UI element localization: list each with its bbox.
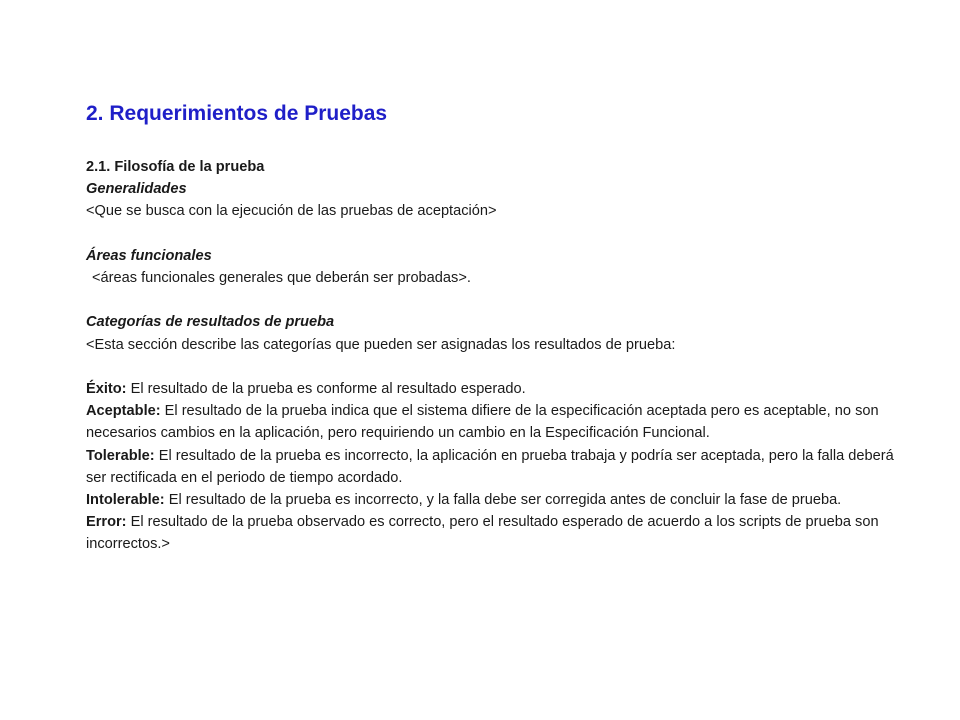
page-title: 2. Requerimientos de Pruebas (86, 102, 388, 125)
category-item (86, 511, 896, 555)
category-desc-aceptable: El resultado de la prueba indica que el sistema difiere de la especificación aceptada pero es aceptable, no son necesarios cambios en la aplicación, pero requiriendo un cambio en la Especificación Funcional. (86, 403, 879, 442)
category-item (86, 400, 896, 444)
areas-text: <áreas funcionales generales que deberán ser probadas>. (92, 270, 471, 286)
generalidades-heading: Generalidades (86, 181, 187, 198)
areas-heading: Áreas funcionales (86, 247, 212, 264)
category-desc-intolerable: El resultado de la prueba es incorrecto, y la falla debe ser corregida antes de concluir la fase de prueba. (164, 492, 842, 508)
slide-body (86, 156, 896, 556)
category-term-exito: Éxito: (86, 380, 127, 397)
category-desc-error: El resultado de la prueba observado es correcto, pero el resultado esperado de acuerdo a los scripts de prueba son incorrectos.> (86, 514, 879, 553)
category-term-tolerable: Tolerable: (86, 447, 155, 464)
generalidades-text: <Que se busca con la ejecución de las pruebas de aceptación> (86, 203, 497, 220)
spacer (86, 356, 896, 378)
section-heading: 2.1. Filosofía de la prueba (86, 159, 265, 175)
category-desc-tolerable: El resultado de la prueba es incorrecto, la aplicación en prueba trabaja y podría ser aceptada, pero la falla deberá ser rectificada en el periodo de tiempo acordado. (86, 447, 894, 486)
categorias-intro: <Esta sección describe las categorías que pueden ser asignadas los resultados de prueba: (86, 336, 676, 353)
categorias-heading: Categorías de resultados de prueba (86, 314, 335, 331)
category-item (86, 489, 896, 511)
category-desc-exito: El resultado de la prueba es conforme al resultado esperado. (126, 380, 526, 397)
category-term-error: Error: (86, 514, 127, 531)
category-term-aceptable: Aceptable: (86, 403, 161, 420)
category-item (86, 378, 896, 400)
category-item (86, 445, 896, 489)
category-term-intolerable: Intolerable: (86, 492, 165, 508)
spacer (86, 223, 896, 245)
spacer (86, 289, 896, 311)
